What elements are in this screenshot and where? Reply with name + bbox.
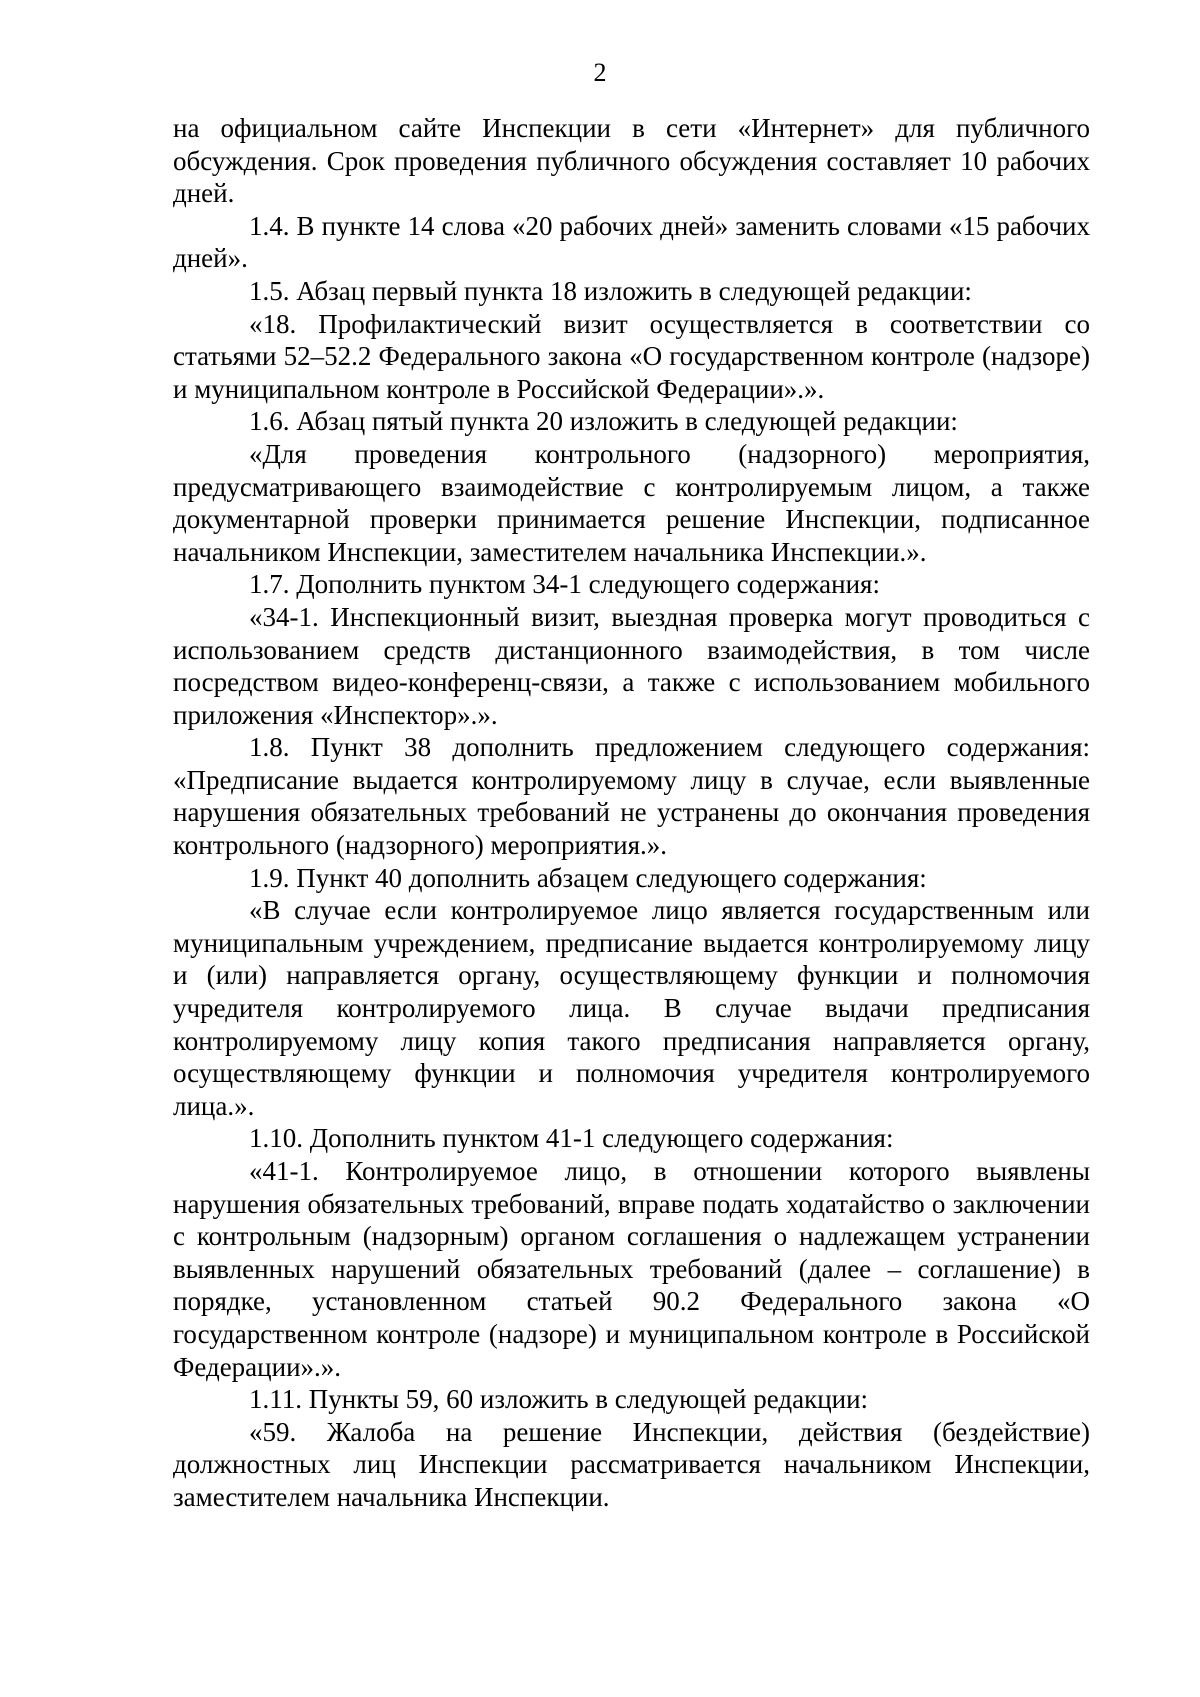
- paragraph-1-11-quote: «59. Жалоба на решение Инспекции, действия (бездействие) должностных лиц Инспекции рассматривается начальником Инспекции, заместителем начальника Инспекции.: [173, 1416, 1090, 1512]
- paragraph-1-5-quote: «18. Профилактический визит осуществляется в соответствии со статьями 52–52.2 Федерального закона «О государственном контроле (надзоре) и муниципальном контроле в Российской Федерации».».: [173, 308, 1090, 404]
- paragraph-1-9-quote: «В случае если контролируемое лицо является государственным или муниципальным учреждением, предписание выдается контролируемому лицу и (или) направляется органу, осуществляющему функции и полномочия учредителя контролируемого лица. В случае выдачи предписания контролируемому лицу копия такого предписания направляется органу, осуществляющему функции и полномочия учредителя контролируемого лица.».: [173, 895, 1090, 1121]
- paragraph-1-11: 1.11. Пункты 59, 60 изложить в следующей редакции:: [249, 1384, 869, 1415]
- paragraph-1-7: 1.7. Дополнить пунктом 34-1 следующего содержания:: [249, 569, 880, 600]
- paragraph-1-10: 1.10. Дополнить пунктом 41-1 следующего содержания:: [249, 1123, 894, 1154]
- paragraph-continuation: на официальном сайте Инспекции в сети «Интернет» для публичного обсуждения. Срок проведения публичного обсуждения составляет 10 рабочих дней.: [173, 113, 1090, 209]
- paragraph-1-4: 1.4. В пункте 14 слова «20 рабочих дней» заменить словами «15 рабочих дней».: [173, 210, 1090, 274]
- paragraph-1-9: 1.9. Пункт 40 дополнить абзацем следующего содержания:: [249, 862, 927, 893]
- paragraph-1-5: 1.5. Абзац первый пункта 18 изложить в следующей редакции:: [249, 275, 972, 306]
- page-number: 2: [593, 58, 607, 87]
- paragraph-1-8: 1.8. Пункт 38 дополнить предложением следующего содержания: «Предписание выдается контролируемому лицу в случае, если выявленные нарушения обязательных требований не устранены до окончания проведения контрольного (надзорного) мероприятия.».: [173, 732, 1090, 861]
- paragraph-1-6-quote: «Для проведения контрольного (надзорного) мероприятия, предусматривающего взаимодействие с контролируемым лицом, а также документарной проверки принимается решение Инспекции, подписанное начальником Инспекции, заместителем начальника Инспекции.».: [173, 438, 1090, 567]
- paragraph-1-6: 1.6. Абзац пятый пункта 20 изложить в следующей редакции:: [249, 406, 958, 437]
- paragraph-1-7-quote: «34-1. Инспекционный визит, выездная проверка могут проводиться с использованием средств дистанционного взаимодействия, в том числе посредством видео-конференц-связи, а также с использованием мобильного приложения «Инспектор».».: [173, 601, 1090, 730]
- paragraph-1-10-quote: «41-1. Контролируемое лицо, в отношении которого выявлены нарушения обязательных требований, вправе подать ходатайство о заключении с контрольным (надзорным) органом соглашения о надлежащем устранении выявленных нарушений обязательных требований (далее – соглашение) в порядке, установленном статьей 90.2 Федерального закона «О государственном контроле (надзоре) и муниципальном контроле в Российской Федерации».».: [173, 1156, 1090, 1382]
- document-body: [173, 112, 1090, 1514]
